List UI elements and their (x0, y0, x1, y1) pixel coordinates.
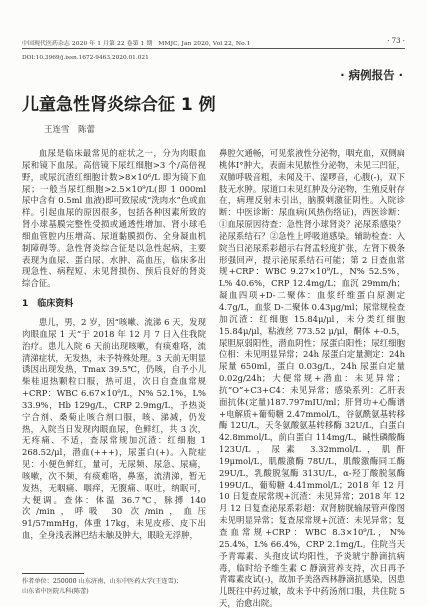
running-head: 中国现代医药杂志 2020 年 1 月第 22 卷第 1 期 MMJC, Jan 2020, Vol 22, No.1 (22, 41, 251, 47)
case-paragraph-continued: 鼻腔欠通畅，可见浆液性分泌物，咽充血，双侧扁桃体Ⅰ°肿大，表面未见脓性分泌物，未见三凹征，双肺呼吸音粗，未闻及干、湿啰音，心腹(-)，双下肢无水肿。尿道口未见红肿及分泌物，生殖反射存在，病理反射未引出，脑膜刺激征阴性。入院诊断：中医诊断：尿血病(风热伤络证)，西医诊断：①血尿原因待查：急性肾小球肾炎？泌尿系感染？泌尿系结石？②急性上呼吸道感染。辅助检查：入院当日泌尿系彩超示右肾盂轻度扩张，左肾下极条形强回声，提示泌尿系结石可能；第 2 日查血常规+CRP：WBC 9.27×10⁹/L，N% 52.5%，L% 40.6%，CRP 12.4mg/L；血沉 29mm/h；凝血四项+D-二聚体：血浆纤维蛋白原测定 4.7g/L，血浆 D-二聚体 0.43μg/ml；尿常规检查加沉渣：红细胞 15.84μ/μl，未分类红细胞 15.84μ/μl，粘液丝 773.52 μ/μl，酮体 +-0.5，尿胆原弱阳性，潜血阴性；尿蛋白阳性；尿红细胞位相：未见明显异常；24h 尿蛋白定量测定：24h 尿量 650ml，蛋白 0.03g/L，24h 尿蛋白定量 0.02g/24h；大便常规+潜血：未见异常；抗“O”+C3+C4：未见异常；感染系列：乙肝表面抗体(定量)187.797mIU/ml；肝肾功+心酶谱+电解质+葡萄糖 2.47mmol/L，谷氨酰氨基转移酶 12U/L，天冬氨酸氨基转移酶 32U/L，白蛋白 42.8mmol/L，前白蛋白 114mg/L，碱性磷酸酶 123U/L，尿素 3.32mmol/L，肌酐 19μmol/L，肌酸激酶 78U/L，肌酸激酶同工酶 29U/L，乳酸脱氢酶 313U/L，α-羟丁酸脱氢酶 199U/L，葡萄糖 4.41mmol/L；2018 年 12 月 10 日复查尿常规+沉渣：未见异常；2018 年 12 月 12 日复查泌尿系彩超：双肾膀胱输尿管声像图未见明显异常；复查尿常规+沉渣：未见异常；复查血常规+CRP：WBC 8.3×10⁹/L，N% 25.4%，L% 66.4%，CRP 2.1mg/L。住院当天予青霉素、头孢皮试均阳性，予炎琥宁静滴抗病毒，临时给予维生素 C 静滴营养支持，次日再予青霉素皮试(-)，故加予美洛西林静滴抗感染，因患儿既往中药过敏，故未予中药汤剂口服，共住院 5 天，治愈出院。 (219, 148, 405, 609)
case-paragraph: 患儿，男，2 岁，因“咳嗽、流涕 6 天，发现肉眼血尿 1 天”于 2018 年 12 月 7 日入住我院治疗。患儿入院 6 天前出现咳嗽，有痰难咯，流清涕症状，无发热，未予特殊处理。3 天前无明显诱因出现发热，Tmax 39.5℃，仍咳，自予小儿柴桂退热颗粒口服，热可退，次日自查血常规+CRP：WBC 6.67×10⁹/L，N% 52.1%，L% 33.9%，Hb 129g/L，CRP 2.9mg/L，予热炎宁合剂、桑菊止咳合剂口服，咳、涕减，仍发热，入院当日发现肉眼血尿，色鲜红，共 3 次，无疼痛、不适，查尿常规加沉渣：红细胞 1 268.52/μl，潜血(+++)，尿蛋白(+)。入院症见：小便色鲜红，量可，无尿频、尿急、尿痛，咳嗽，次不频，有痰难咯，鼻塞，流清涕，暂无发热，无咽痛、咽痒，无腹痛、呕吐，纳眠可，大便调。查体：体温 36.7℃，脉搏 140 次/min，呼吸 30 次/min，血压 91/57mmHg，体重 17kg，未见皮疹、皮下出血，全身浅表淋巴结未触及肿大，眼睑无浮肿， (22, 316, 206, 541)
page-number: · 73 · (387, 37, 405, 45)
footnote-rule (22, 573, 84, 574)
left-column (22, 148, 206, 563)
author-affiliation-footnote (22, 577, 206, 596)
footnote-line: 山东省中医院儿科(陈蕾) (22, 587, 89, 595)
column-label: · 病例报告 · (340, 68, 403, 82)
article-authors: 王连雪 陈蕾 (44, 125, 96, 135)
doi: DOI:10.3969/j.issn.1672-9463.2020.01.021 (22, 55, 149, 61)
article-title: 儿童急性肾炎综合征 1 例 (22, 95, 216, 115)
footnote-line: 作者单位：250000 山东济南，山东中医药大学(王连雪)； (22, 578, 183, 585)
intro-paragraph: 血尿是临床最常见的症状之一，分为肉眼血尿和镜下血尿。高倍镜下尿红细胞>3 个/高倍视野，或尿沉渣红细胞计数>8×10⁶/L 即为镜下血尿；一般当尿红细胞>2.5×10⁹/L(即 1 000ml 尿中含有 0.5ml 血液)即可致尿成“洗肉水”色或血样。引起血尿的原因很多，包括各种因素所致的肾小球基膜完整性受损或通透性增加、肾小球毛细血管腔内压增高、尿道黏膜损伤、全身凝血机制障碍等。急性肾炎综合征是以急性起病，主要表现为血尿、蛋白尿、水肿、高血压，临床多出现急性、病程短、未见肾损伤、预后良好的肾炎综合征。 (22, 148, 206, 289)
right-column (219, 148, 405, 609)
section-heading: 1 临床资料 (22, 299, 74, 310)
header-rule (22, 48, 405, 49)
